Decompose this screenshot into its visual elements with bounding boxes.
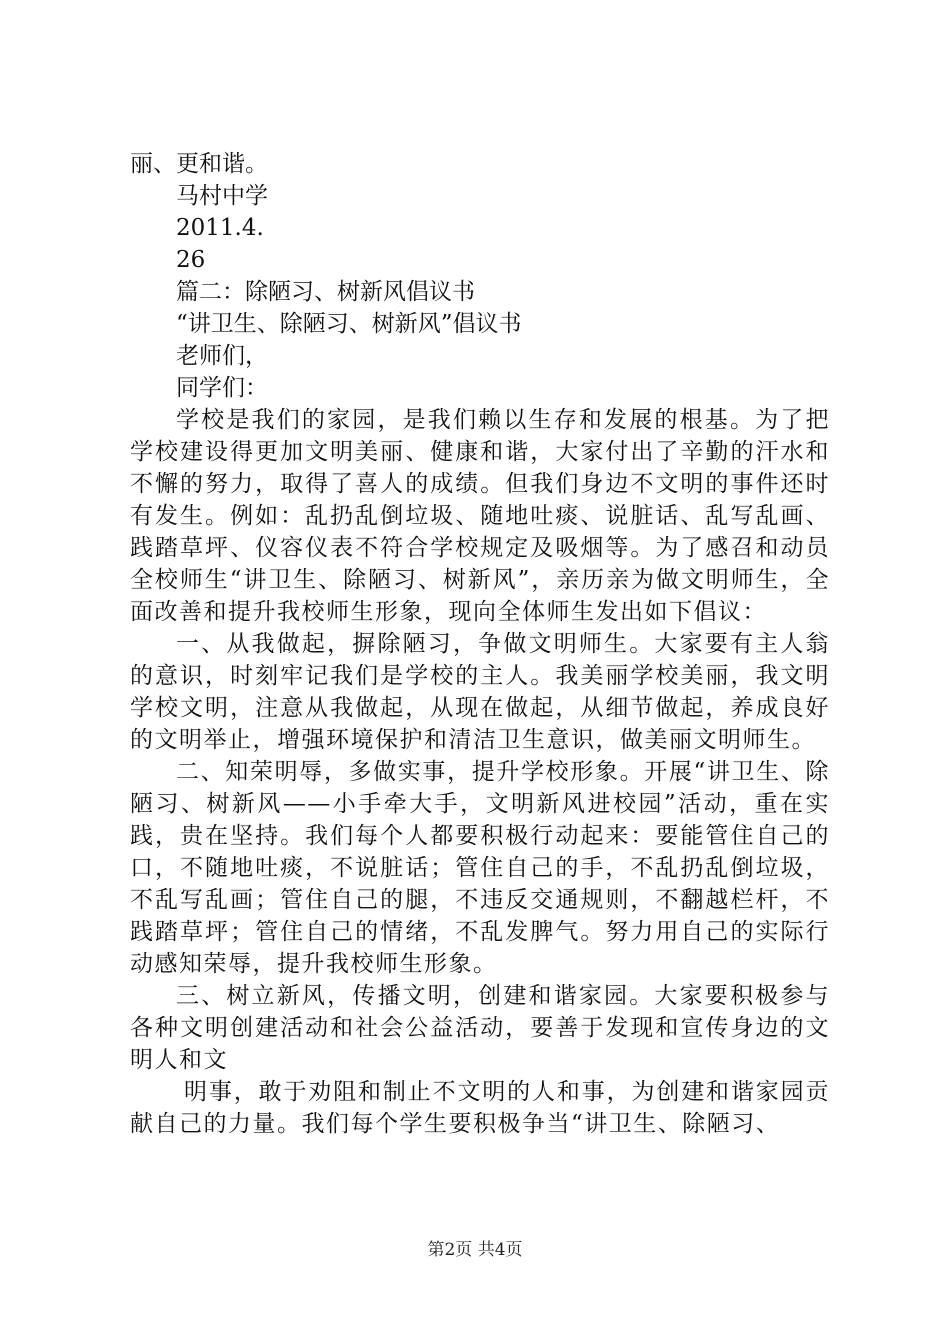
document-body [130, 148, 830, 1140]
paragraph-intro: 学校是我们的家园，是我们赖以生存和发展的根基。为了把学校建设得更加文明美丽、健康和谐，大家付出了辛勤的汗水和不懈的努力，取得了喜人的成绩。但我们身边不文明的事件还时有发生。例如：乱扔乱倒垃圾、随地吐痰、说脏话、乱写乱画、践踏草坪、仪容仪表不符合学校规定及吸烟等。为了感召和动员全校师生“讲卫生、除陋习、树新风”，亲历亲为做文明师生，全面改善和提升我校师生形象，现向全体师生发出如下倡议： [130, 407, 830, 625]
salutation-students: 同学们： [176, 375, 268, 401]
school-name: 马村中学 [176, 183, 268, 209]
date-line-1: 2011.4. [176, 215, 264, 241]
text-line-ending: 丽、更和谐。 [130, 151, 268, 177]
paragraph-point-1: 一、从我做起，摒除陋习，争做文明师生。大家要有主人翁的意识，时刻牢记我们是学校的主人。我美丽学校美丽，我文明学校文明，注意从我做起，从现在做起，从细节做起，养成良好的文明举止，增强环境保护和清洁卫生意识，做美丽文明师生。 [130, 631, 830, 753]
paragraph-point-2: 二、知荣明辱，多做实事，提升学校形象。开展“讲卫生、除陋习、树新风——小手牵大手，文明新风进校园”活动，重在实践，贵在坚持。我们每个人都要积极行动起来：要能管住自己的口，不随地吐痰，不说脏话；管住自己的手，不乱扔乱倒垃圾，不乱写乱画；管住自己的腿，不违反交通规则，不翻越栏杆，不践踏草坪；管住自己的情绪，不乱发脾气。努力用自己的实际行动感知荣辱，提升我校师生形象。 [130, 759, 830, 977]
page-footer: 第2页 共4页 [427, 1240, 523, 1260]
paragraph-point-3: 三、树立新风，传播文明，创建和谐家园。大家要积极参与各种文明创建活动和社会公益活动，要善于发现和宣传身边的文明人和文 [130, 983, 830, 1073]
date-line-2: 26 [176, 247, 206, 273]
salutation-teachers: 老师们， [176, 343, 268, 369]
paragraph-continuation: 明事，敢于劝阻和制止不文明的人和事，为创建和谐家园贡献自己的力量。我们每个学生要积极争当“讲卫生、除陋习、 [130, 1079, 830, 1137]
proposal-title: “讲卫生、除陋习、树新风”倡议书 [176, 311, 522, 337]
section-heading: 篇二：除陋习、树新风倡议书 [176, 279, 475, 305]
